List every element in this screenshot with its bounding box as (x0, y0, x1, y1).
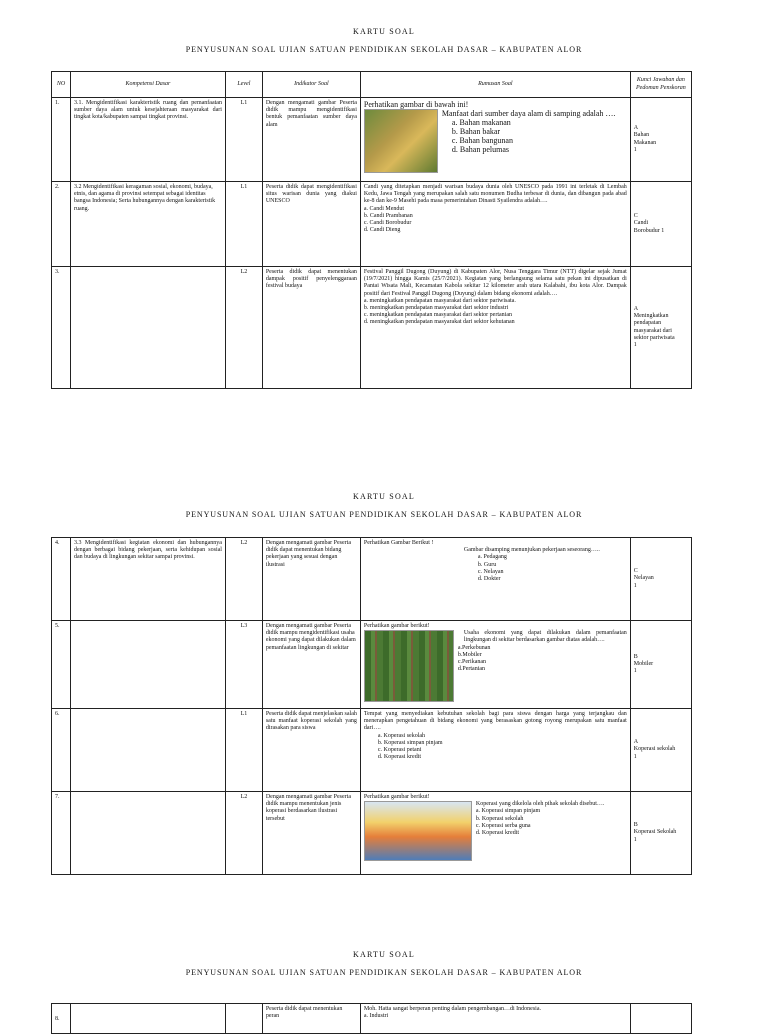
indikator: Peserta didik dapat menjelaskan salah satu manfaat koperasi sekolah yang dirasakan para siswa (262, 709, 360, 792)
option-c: c. meningkatkan pendapatan masyarakat dari sektor pertanian (363, 312, 512, 319)
question-text: Tempat yang menyediakan kebutuhan sekolah bagi para siswa dengan harga yang terjangkau dan menerapkan pengetahuan di bidang ekonomi yang berasaskan gotong royong merupakan satu manfaat dari…. (363, 711, 627, 732)
option-c: c. Koperasi petani (377, 747, 422, 754)
kompetensi-dasar: 3.1. Mengidentifikasi karakteristik ruang dan pemanfaatan sumber daya alam untuk kesejahteraan masyarakat dari tingkat kota/kabupaten sampai tingkat provinsi. (70, 98, 225, 182)
key-letter: B (633, 822, 638, 829)
table-header-row (52, 72, 692, 98)
kompetensi-dasar (70, 792, 225, 875)
page-2-header (0, 492, 768, 519)
key-text: Bahan (633, 132, 650, 139)
option-b: b. Koperasi simpan pinjam (377, 739, 443, 746)
row-number: 1. (52, 98, 71, 182)
row-number: 3. (52, 267, 71, 389)
question-text: Gambar disamping menunjukan pekerjaan seseorang….. (463, 547, 600, 554)
school-cooperative-image (364, 801, 472, 861)
question-lead: Perhatikan gambar berikut! (363, 623, 430, 629)
key-text: Meningkatkan pendapatan masyarakat dari sektor pariwisata (633, 313, 675, 341)
rumusan-soal (360, 792, 630, 875)
card-subtitle: PENYUSUNAN SOAL UJIAN SATUAN PENDIDIKAN SEKOLAH DASAR – KABUPATEN ALOR (185, 510, 583, 519)
level: L2 (225, 267, 262, 389)
question-text: Festival Panggil Dugong (Duyung) di Kabupaten Alor, Nusa Tenggara Timur (NTT) digelar sejak Jumat (19/7/2021) hingga Kamis (25/7/2021). Kegiatan yang berlangsung selama satu pekan ini dipusatkan di Pantai Wisata Mali, Kecamatan Kabola sekitar 12 kilometer arah utara Kalabahi, ibu kota Alor. Dampak positif dari Festival Panggil Dugong (Duyung) dalam bidang ekonomi adalah…. (363, 269, 627, 297)
kompetensi-dasar (70, 621, 225, 709)
option-d: d.Pertanian (457, 666, 486, 673)
level: L3 (225, 621, 262, 709)
kompetensi-dasar: 3.3 Mengidentifikasi kegiatan ekonomi dan hubungannya dengan berbagai bidang pekerjaan, serta kehidupan sosial dan budaya di lingkungan sekitar sampai provinsi. (70, 538, 225, 621)
answer-key (630, 709, 691, 792)
level: L1 (225, 182, 262, 267)
table-row (52, 792, 692, 875)
key-letter: A (633, 125, 639, 132)
key-text: Koperasi sekolah (633, 746, 676, 753)
col-header-kd: Kompetensi Dasar (70, 72, 225, 98)
table-row (52, 621, 692, 709)
option-c: c. Bahan bangunan (451, 136, 513, 145)
card-subtitle: PENYUSUNAN SOAL UJIAN SATUAN PENDIDIKAN SEKOLAH DASAR – KABUPATEN ALOR (185, 968, 583, 977)
level: L1 (225, 98, 262, 182)
option-b: b. Guru (477, 561, 497, 568)
table-row (52, 1004, 692, 1034)
key-score: 1 (633, 341, 637, 348)
option-b: b. Koperasi sekolah (475, 815, 524, 822)
kompetensi-dasar (70, 1004, 225, 1034)
answer-key (630, 98, 691, 182)
option-a: a. Industri (363, 1013, 389, 1020)
level (225, 1004, 262, 1034)
level: L2 (225, 538, 262, 621)
question-text: Moh. Hatta sangat berperan penting dalam pengembangan…di Indonesia. (363, 1006, 542, 1012)
question-card-table-2 (51, 537, 692, 875)
option-a: a. Bahan makanan (451, 118, 511, 127)
page-3-header (0, 950, 768, 977)
key-text: Makanan (633, 139, 657, 146)
card-title: KARTU SOAL (353, 492, 415, 501)
indikator: Dengan mengamati gambar Peserta didik mampu mengidentifikasi bentuk pemanfaatan sumber daya alam (262, 98, 360, 182)
option-b: b.Mobiler (457, 651, 482, 658)
indikator: Peserta didik dapat menentukan dampak positif penyelenggaraan festival budaya (262, 267, 360, 389)
page-1-header (0, 27, 768, 54)
question-card-table-3 (51, 1003, 692, 1034)
key-score: 1 (633, 668, 637, 675)
option-c: c. Candi Borobudur (363, 220, 412, 227)
question-text: Usaha ekonomi yang dapat dilakukan dalam pemanfaatan lingkungan di sekitar berdasarkan gambar diatas adalah…. (463, 630, 627, 644)
col-header-no: NO (52, 72, 71, 98)
card-subtitle: PENYUSUNAN SOAL UJIAN SATUAN PENDIDIKAN SEKOLAH DASAR – KABUPATEN ALOR (185, 45, 583, 54)
table-row (52, 709, 692, 792)
key-letter: A (633, 305, 639, 312)
indikator: Peserta didik dapat menentukan peran (262, 1004, 360, 1034)
question-text: Manfaat dari sumber daya alam di samping adalah …. (441, 109, 616, 118)
row-number: 7. (52, 792, 71, 875)
rumusan-soal (360, 98, 630, 182)
answer-key (630, 1004, 691, 1034)
option-b: b. Bahan bakar (451, 127, 501, 136)
option-d: d. meningkatkan pendapatan masyarakat dari sektor kehutanan (363, 319, 515, 326)
key-text: Borobudur 1 (633, 227, 665, 234)
row-number: 5. (52, 621, 71, 709)
key-letter: B (633, 653, 638, 660)
table-row (52, 538, 692, 621)
level: L1 (225, 709, 262, 792)
key-text: Mobiler (633, 660, 654, 667)
key-text: Candi (633, 220, 649, 227)
option-a: a.Perkebunan (457, 644, 491, 651)
key-text: Koperasi Sekolah (633, 829, 677, 836)
option-a: a. Koperasi simpan pinjam (475, 808, 541, 815)
option-a: a. Candi Mendut (363, 205, 405, 212)
answer-key (630, 538, 691, 621)
table-row (52, 182, 692, 267)
option-c: c. Nelayan (477, 568, 504, 575)
rumusan-soal (360, 182, 630, 267)
option-d: d. Koperasi kredit (475, 830, 520, 837)
indikator: Dengan mengamati gambar Peserta didik mampu mengidentifikasi usaha ekonomi yang dapat dilakukan dalam pemanfaatan lingkungan di sekitar (262, 621, 360, 709)
key-letter: A (633, 739, 639, 746)
row-number: 4. (52, 538, 71, 621)
rumusan-soal (360, 621, 630, 709)
key-score: 1 (633, 753, 637, 760)
card-title: KARTU SOAL (353, 27, 415, 36)
option-a: a. Pedagang (477, 554, 507, 561)
indikator: Dengan mengamati gambar Peserta didik dapat menentukan bidang pekerjaan yang sesuai dengan ilustrasi (262, 538, 360, 621)
row-number: 6. (52, 709, 71, 792)
question-lead: Perhatikan gambar di bawah ini! (363, 100, 469, 109)
option-a: a. meningkatkan pendapatan masyarakat dari sektor pariwisata. (363, 297, 516, 304)
kompetensi-dasar (70, 267, 225, 389)
rumusan-soal (360, 267, 630, 389)
row-number: 2. (52, 182, 71, 267)
question-lead: Perhatikan gambar berikut! (363, 794, 430, 800)
answer-key (630, 621, 691, 709)
indikator: Dengan mengamati gambar Peserta didik mampu menentukan jenis koperasi berdasarkan ilustrasi tersebut (262, 792, 360, 875)
col-header-indikator: Indikator Soal (262, 72, 360, 98)
question-text: Koperasi yang dikelola oleh pihak sekolah disebut…. (475, 801, 605, 808)
option-a: a. Koperasi sekolah (377, 732, 426, 739)
option-d: d. Dokter (477, 576, 501, 583)
col-header-level: Level (225, 72, 262, 98)
answer-key (630, 182, 691, 267)
col-header-rumusan: Rumusan Soal (360, 72, 630, 98)
key-letter: C (633, 213, 638, 220)
kompetensi-dasar: 3.2 Mengidentifikasi keragaman sosial, ekonomi, budaya, etnis, dan agama di provinsi setempat sebagai identitas bangsa Indonesia; Serta hubungannya dengan karakteristik ruang. (70, 182, 225, 267)
kompetensi-dasar (70, 709, 225, 792)
key-letter: C (633, 568, 638, 575)
option-d: d. Koperasi kredit (377, 754, 422, 761)
row-number: 8. (52, 1004, 71, 1034)
question-card-table-1 (51, 71, 692, 389)
question-lead: Perhatikan Gambar Berikut ! (363, 540, 434, 546)
indikator: Peserta didik dapat mengidentifikasi situs warisan dunia yang diakui UNESCO (262, 182, 360, 267)
table-row (52, 98, 692, 182)
option-d: d. Bahan pelumas (451, 145, 509, 154)
option-b: b. Candi Prambanan (363, 212, 413, 219)
rice-plant-image (364, 109, 438, 173)
answer-key (630, 267, 691, 389)
rumusan-soal (360, 1004, 630, 1034)
rumusan-soal (360, 709, 630, 792)
question-text: Candi yang ditetapkan menjadi warisan budaya dunia oleh UNESCO pada 1991 ini terletak di Lembah Kedu, Jawa Tengah yang merupakan salah satu monumen Budha terbesar di dunia, dan dibangun pada abad ke-8 dan ke-9 Masehi pada masa pemerintahan Dinasti Syailendra adalah…. (363, 184, 627, 205)
col-header-kunci: Kunci Jawaban dan Pedoman Penskoran (630, 72, 691, 98)
tree-plantation-image (364, 630, 454, 702)
option-c: c. Koperasi serba guna (475, 822, 531, 829)
option-b: b. meningkatkan pendapatan masyarakat dari sektor industri (363, 305, 509, 312)
rumusan-soal (360, 538, 630, 621)
key-score: 1 (633, 146, 637, 153)
card-title: KARTU SOAL (353, 950, 415, 959)
key-score: 1 (633, 836, 637, 843)
key-text: Nelayan (633, 575, 654, 582)
table-row (52, 267, 692, 389)
answer-key (630, 792, 691, 875)
option-c: c.Perikanan (457, 659, 487, 666)
key-score: 1 (633, 582, 637, 589)
option-d: d. Candi Dieng (363, 227, 401, 234)
level: L2 (225, 792, 262, 875)
